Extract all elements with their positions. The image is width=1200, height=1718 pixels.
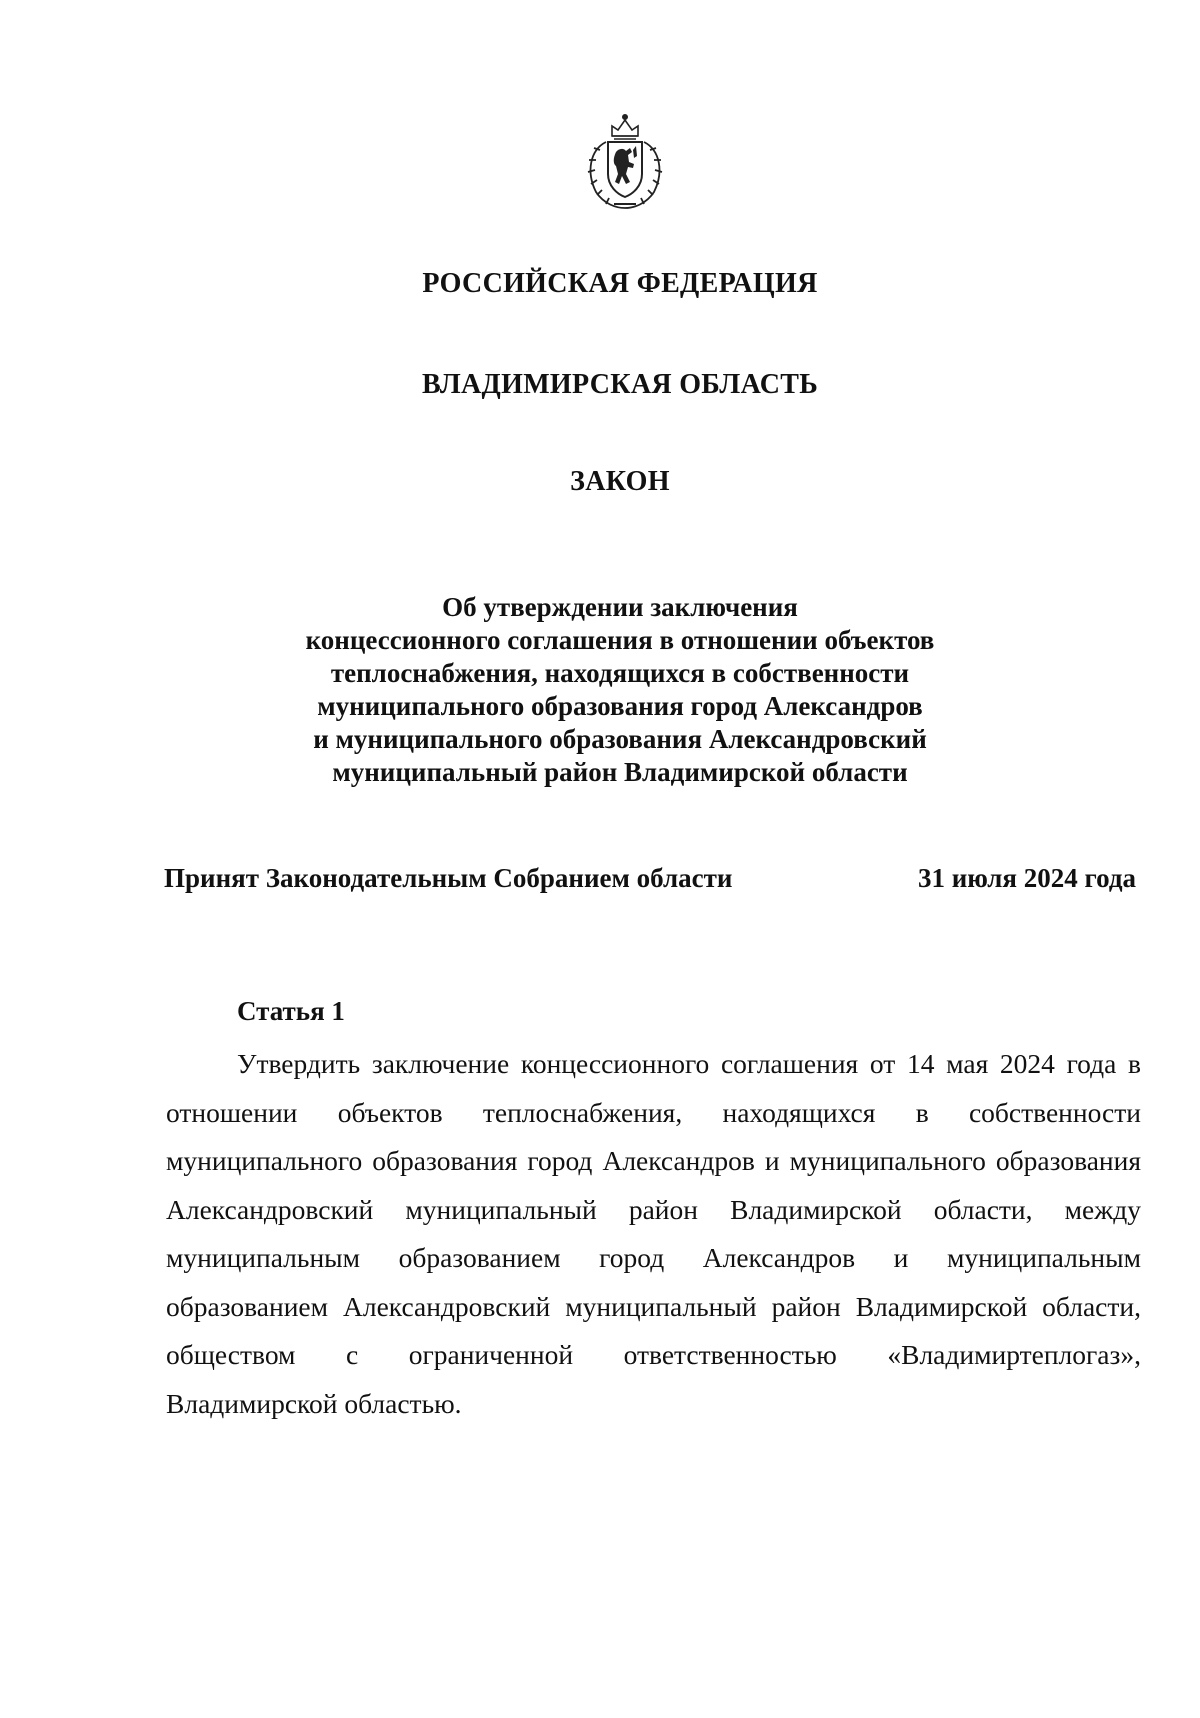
law-title-line: муниципального образования город Александров (317, 691, 923, 721)
law-title-line: Об утверждении заключения (442, 592, 798, 622)
document-type-heading: ЗАКОН (570, 466, 670, 497)
article-heading: Статья 1 (237, 996, 345, 1026)
vladimir-coat-of-arms-icon (576, 112, 674, 212)
adoption-label: Принят Законодательным Собранием области (164, 863, 733, 893)
country-heading: РОССИЙСКАЯ ФЕДЕРАЦИЯ (422, 268, 818, 299)
adoption-date: 31 июля 2024 года (918, 863, 1136, 893)
law-title-line: концессионного соглашения в отношении объектов (305, 625, 935, 655)
law-title (0, 591, 1200, 789)
article-body: Утвердить заключение концессионного соглашения от 14 мая 2024 года в отношении объектов теплоснабжения, находящихся в собственности муниципального образования город Александров и муниципального образования Александровский муниципальный район Владимирской области, между муниципальным образованием город Александров и муниципальным образованием Александровский муниципальный район Владимирской области, обществом с ограниченной ответственностью «Владимиртеплогаз», Владимирской областью. (166, 1048, 1141, 1419)
law-title-line: муниципальный район Владимирской области (332, 757, 908, 787)
law-title-line: и муниципального образования Александровский (313, 724, 927, 754)
region-heading: ВЛАДИМИРСКАЯ ОБЛАСТЬ (421, 369, 819, 400)
law-title-line: теплоснабжения, находящихся в собственности (330, 658, 910, 688)
